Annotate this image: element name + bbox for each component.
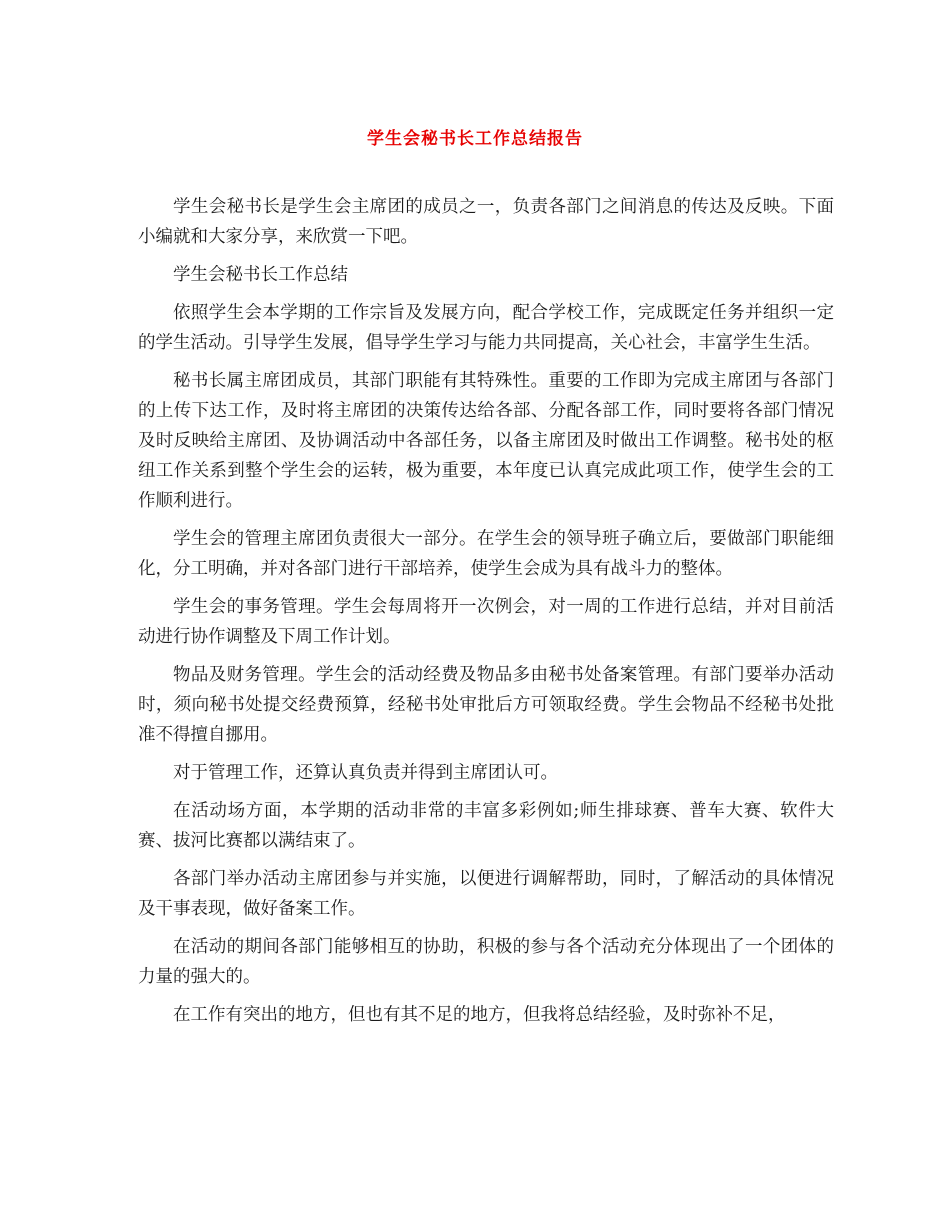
paragraph: 在活动的期间各部门能够相互的协助，积极的参与各个活动充分体现出了一个团体的力量的强大的。 <box>138 937 834 987</box>
paragraph: 各部门举办活动主席团参与并实施，以便进行调解帮助，同时，了解活动的具体情况及干事表现，做好备案工作。 <box>138 869 834 919</box>
paragraph: 依照学生会本学期的工作宗旨及发展方向，配合学校工作，完成既定任务并组织一定的学生活动。引导学生发展，倡导学生学习与能力共同提高，关心社会，丰富学生生活。 <box>138 303 834 353</box>
paragraph: 在工作有突出的地方，但也有其不足的地方，但我将总结经验，及时弥补不足， <box>173 1005 786 1025</box>
paragraph: 对于管理工作，还算认真负责并得到主席团认可。 <box>173 763 558 783</box>
paragraph: 在活动场方面，本学期的活动非常的丰富多彩例如;师生排球赛、普车大赛、软件大赛、拔河比赛都以满结束了。 <box>138 801 834 851</box>
paragraph: 学生会的管理主席团负责很大一部分。在学生会的领导班子确立后，要做部门职能细化，分工明确，并对各部门进行干部培养，使学生会成为具有战斗力的整体。 <box>138 529 834 579</box>
document-body <box>138 192 834 1038</box>
paragraph: 学生会的事务管理。学生会每周将开一次例会，对一周的工作进行总结，并对目前活动进行协作调整及下周工作计划。 <box>138 597 834 647</box>
paragraph: 秘书长属主席团成员，其部门职能有其特殊性。重要的工作即为完成主席团与各部门的上传下达工作，及时将主席团的决策传达给各部、分配各部工作，同时要将各部门情况及时反映给主席团、及协调活动中各部任务，以备主席团及时做出工作调整。秘书处的枢纽工作关系到整个学生会的运转，极为重要，本年度已认真完成此项工作，使学生会的工作顺利进行。 <box>138 371 834 511</box>
section-heading: 学生会秘书长工作总结 <box>173 265 348 285</box>
paragraph: 学生会秘书长是学生会主席团的成员之一，负责各部门之间消息的传达及反映。下面小编就和大家分享，来欣赏一下吧。 <box>138 197 834 247</box>
document-title: 学生会秘书长工作总结报告 <box>367 129 583 149</box>
paragraph: 物品及财务管理。学生会的活动经费及物品多由秘书处备案管理。有部门要举办活动时，须向秘书处提交经费预算，经秘书处审批后方可领取经费。学生会物品不经秘书处批准不得擅自挪用。 <box>138 665 834 745</box>
